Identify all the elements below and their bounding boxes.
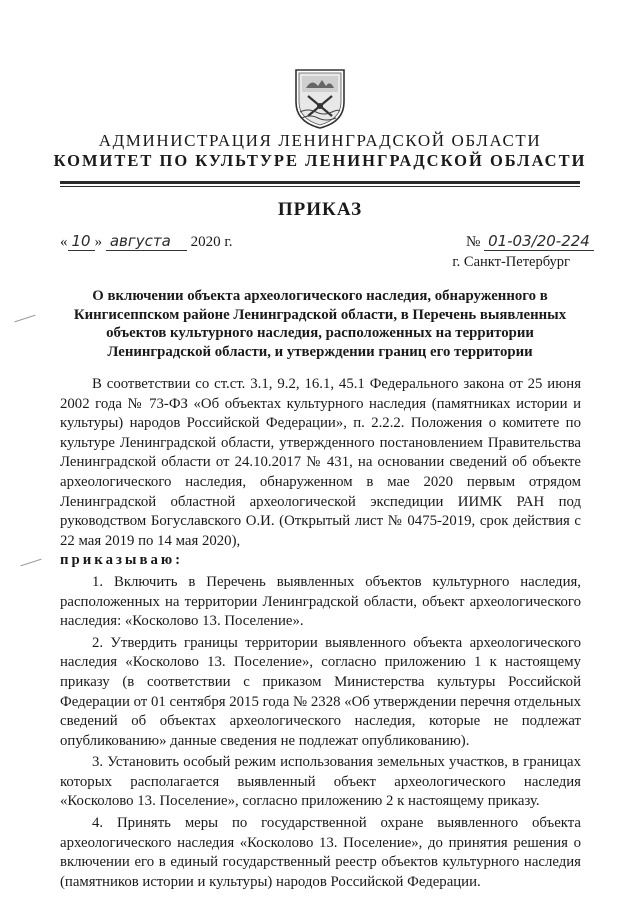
administration-name: АДМИНИСТРАЦИЯ ЛЕНИНГРАДСКОЙ ОБЛАСТИ: [98, 131, 542, 150]
date-month: августа: [106, 232, 187, 251]
margin-mark: [20, 559, 41, 567]
document-title: ПРИКАЗ: [277, 199, 363, 220]
document-city: г. Санкт-Петербург: [452, 254, 570, 270]
date-year: 2020 г.: [190, 234, 233, 250]
order-item-4: 4. Принять меры по государственной охране выявленного объекта археологического наследия «Косколово 13. Поселение», до принятия решения о включении его в единый государственный реестр объектов культурного наследия (памятников истории и культуры) народов Российской Федерации.: [60, 815, 581, 890]
order-item-1: 1. Включить в Перечень выявленных объектов культурного наследия, расположенных на территории Ленинградской области, объект археологического наследия: «Косколово 13. Поселение».: [60, 573, 581, 630]
header-rule-thick: [60, 181, 580, 184]
document-date: [60, 232, 233, 251]
document-body: [60, 375, 581, 892]
number-value: 01-03/20-224: [484, 232, 594, 251]
preamble-paragraph: В соответствии со ст.ст. 3.1, 9.2, 16.1, 45.1 Федерального закона от 25 июня 2002 года № 73-ФЗ «Об объектах культурного наследия (памятниках истории и культуры) народов Российской Федерации», п. 2.2.2. Положения о комитете по культуре Ленинградской области, утвержденного постановлением Правительства Ленинградской области от 24.10.2017 № 431, на основании сведений об объекте археологического наследия, обнаруженном в мае 2020 первым отрядом Ленинградской областной археологической экспедиции ИИМК РАН под руководством Богуславского О.И. (Открытый лист № 0475-2019, срок действия с 22 мая 2019 по 14 мая 2020),: [60, 376, 581, 549]
order-item-2: 2. Утвердить границы территории выявленного объекта археологического наследия «Косколово 13. Поселение», согласно приложению 1 к настоящему приказу (в соответствии с приказом Министерства культуры Российской Федерации от 01 сентября 2015 года № 2328 «Об утверждении перечня отдельных сведений об объектах археологического наследия, которые не подлежат опубликованию» данные сведения не подлежат опубликованию).: [60, 634, 581, 749]
committee-name: КОМИТЕТ ПО КУЛЬТУРЕ ЛЕНИНГРАДСКОЙ ОБЛАСТИ: [53, 151, 587, 170]
coat-of-arms-icon: [292, 68, 348, 130]
document-number: [466, 232, 594, 251]
date-day: 10: [68, 232, 95, 251]
header-rule-thin: [60, 186, 580, 187]
document-subject: О включении объекта археологического наследия, обнаруженного в Кингисеппском районе Ленинградской области, в Перечень выявленных объектов культурного наследия, расположенных на территории Ленинградской области, и утверждении границ его территории: [73, 288, 567, 360]
date-open-quote: «: [60, 234, 68, 250]
margin-mark: [14, 315, 35, 323]
order-item-3: 3. Установить особый режим использования земельных участков, в границах которых располагается выявленный объект археологического наследия «Косколово 13. Поселение», согласно приложению 2 к настоящему приказу.: [60, 754, 581, 810]
order-word: приказываю:: [60, 552, 184, 569]
date-close-quote: »: [94, 234, 103, 250]
number-prefix: №: [466, 234, 481, 250]
